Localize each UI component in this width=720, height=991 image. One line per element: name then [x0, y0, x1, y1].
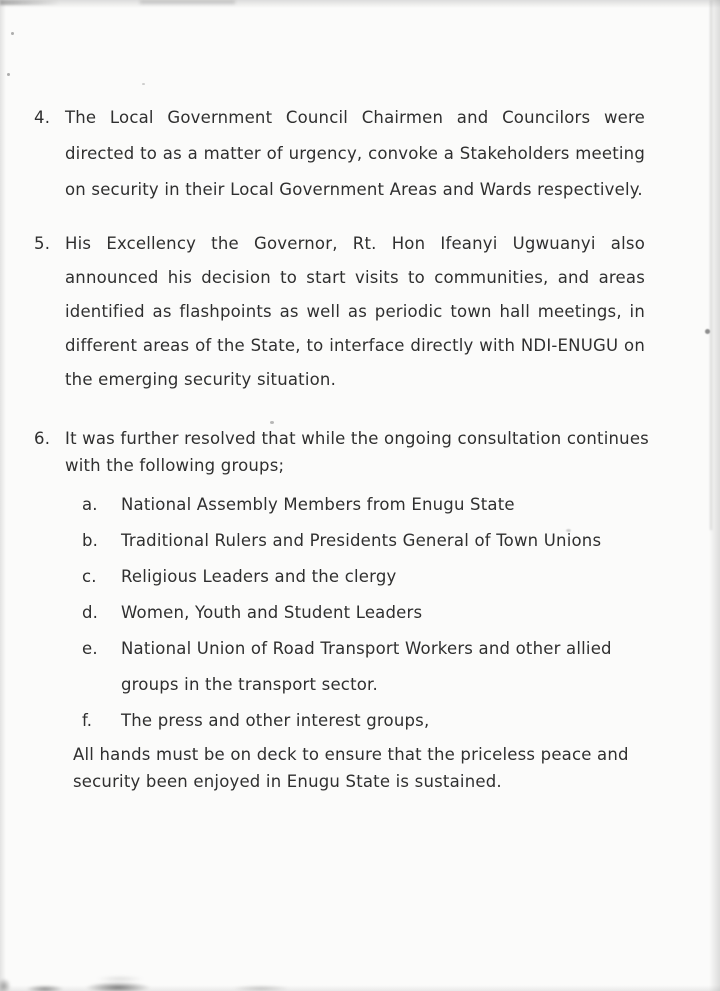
- sub-item-d: [0, 595, 720, 631]
- item-number: 6.: [34, 429, 51, 448]
- sub-item-f: [0, 703, 720, 739]
- sub-item-letter: c.: [82, 567, 97, 586]
- numbered-item-6: [0, 425, 720, 479]
- sub-item-text: The press and other interest groups,: [121, 711, 430, 730]
- sub-item-text: National Assembly Members from Enugu State: [121, 495, 515, 514]
- item-text: The Local Government Council Chairmen and Councilors were directed to as a matter of urgency, convoke a Stakeholders meeting on security in their Local Government Areas and Wards respectively.: [65, 108, 645, 199]
- sub-item-b: [0, 523, 720, 559]
- sub-item-letter: d.: [82, 603, 99, 622]
- sub-item-a: [0, 487, 720, 523]
- bottom-smudge: [96, 975, 144, 983]
- numbered-item-5: [0, 227, 720, 397]
- sub-item-letter: a.: [82, 495, 98, 514]
- closing-paragraph: All hands must be on deck to ensure that the priceless peace and security been enjoyed in Enugu State is sustained.: [73, 745, 629, 791]
- item-text: It was further resolved that while the ongoing consultation continues with the following groups;: [65, 429, 649, 475]
- sub-item-letter: f.: [82, 711, 93, 730]
- item-number: 5.: [34, 234, 51, 253]
- item-text: His Excellency the Governor, Rt. Hon Ifeanyi Ugwuanyi also announced his decision to start visits to communities, and areas identified as flashpoints as well as periodic town hall meetings, in different areas of the State, to interface directly with NDI-ENUGU on the emerging security situation.: [65, 234, 645, 389]
- sub-item-text: National Union of Road Transport Workers and other allied groups in the transport sector.: [121, 639, 612, 694]
- numbered-item-4: [0, 100, 720, 208]
- sub-item-text: Women, Youth and Student Leaders: [121, 603, 423, 622]
- sub-item-letter: b.: [82, 531, 99, 550]
- item-number: 4.: [34, 108, 51, 127]
- sub-item-letter: e.: [82, 639, 98, 658]
- page-bottom-edge-shadow: [0, 985, 720, 991]
- sub-item-text: Traditional Rulers and Presidents General of Town Unions: [121, 531, 602, 550]
- sub-item-text: Religious Leaders and the clergy: [121, 567, 397, 586]
- sub-item-e: [0, 631, 720, 703]
- sub-item-c: [0, 559, 720, 595]
- sub-list: [0, 487, 720, 739]
